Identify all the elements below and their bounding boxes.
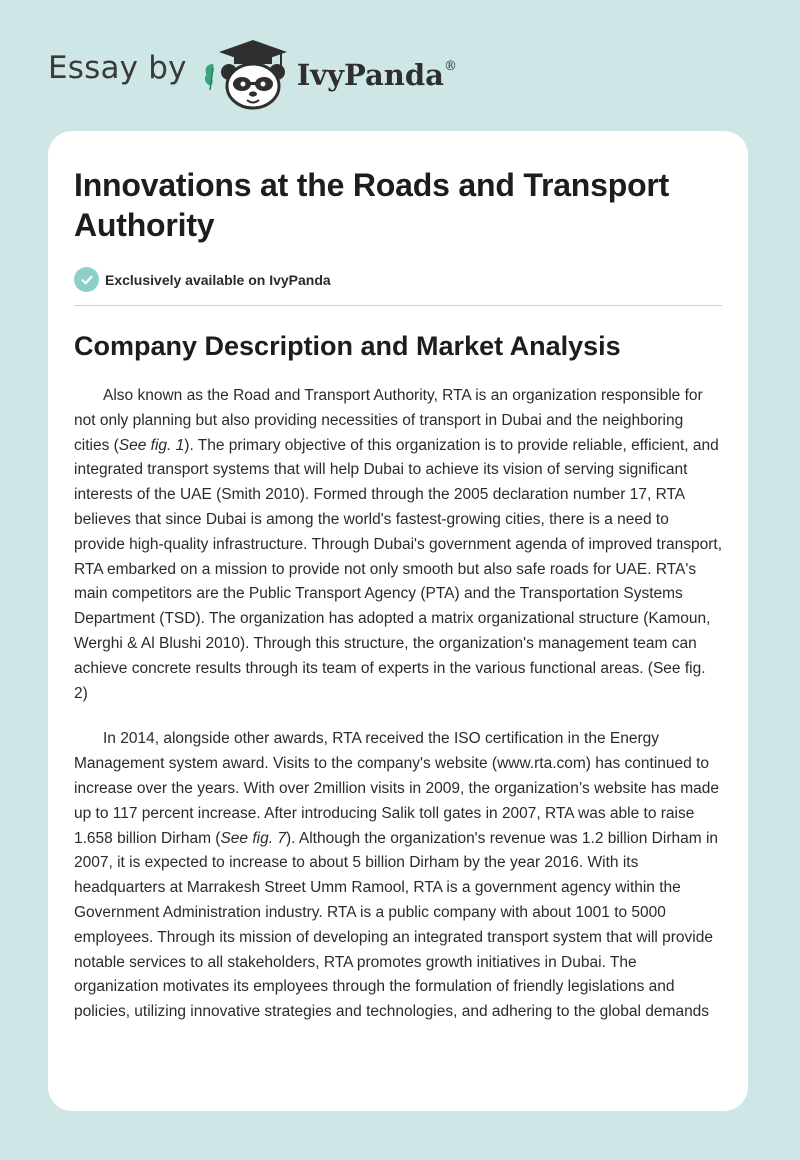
paragraph-1-text-a: Also known as the Road and Transport Authority, RTA is an organization responsible for not only planning but also providing necessities of transport in Dubai and the neighboring cities (: [74, 387, 703, 454]
trademark-symbol: ®: [443, 59, 457, 75]
exclusive-badge: [74, 267, 722, 292]
site-header: [48, 32, 748, 112]
paragraph-2-text-a: In 2014, alongside other awards, RTA received the ISO certification in the Energy Management system award. Visits to the company's website (www.rta.com) has continued to increase over the years. With over 2million visits in 2009, the organization’s website has made up to 117 percent increase. After introducing Salik toll gates in 2007, RTA was able to raise 1.658 billion Dirham (: [74, 730, 720, 847]
paragraph-2-text-b: ). Although the organization's revenue was 1.2 billion Dirham in 2007, it is expected to increase to about 5 billion Dirham by the year 2016. With its headquarters at Marrakesh Street Umm Ramool, RTA is a government agency within the Government Administration industry. RTA is a public company with about 1001 to 5000 employees. Through its mission of developing an integrated transport system that will provide notable services to all stakeholders, RTA promotes growth initiatives in Dubai. The organization motivates its employees through the formulation of friendly legislations and policies, utilizing innovative strategies and technologies, and adhering to the global demands: [74, 829, 719, 1021]
paragraph-2: [74, 727, 722, 1025]
exclusive-badge-label: Exclusively available on IvyPanda: [105, 271, 331, 288]
paragraph-1-text-b: ). The primary objective of this organization is to provide reliable, efficient, and integrated transport systems that will help Dubai to achieve its vision of serving significant interests of the UAE (Smith 2010). Formed through the 2005 declaration number 17, RTA believes that since Dubai is among the world's fastest-growing cities, there is a need to provide high-quality infrastructure. Through Dubai's government agenda of improved transport, RTA embarked on a mission to provide not only smooth but also safe roads for UAE. RTA's main competitors are the Public Transport Agency (PTA) and the Transportation Systems Department (TSD). The organization has adopted a matrix organizational structure (Kamoun, Werghi & Al Blushi 2010). Through this structure, the organization's management team can achieve concrete results through its team of experts in the various functional areas. (See fig. 2): [74, 436, 723, 702]
paragraph-1: [74, 384, 722, 706]
ivypanda-logo-icon[interactable]: [201, 34, 293, 110]
check-icon: [74, 267, 99, 292]
section-heading: Company Description and Market Analysis: [74, 331, 621, 361]
brand-name-text: IvyPanda: [296, 58, 444, 92]
divider: [74, 305, 722, 306]
essay-by-label: Essay by: [48, 50, 187, 86]
article-title: Innovations at the Roads and Transport Authority: [74, 167, 670, 243]
figure-reference-1: See fig. 1: [118, 436, 185, 454]
brand-name[interactable]: [297, 58, 457, 92]
figure-reference-7: See fig. 7: [220, 829, 286, 847]
article-card: [48, 131, 748, 1111]
